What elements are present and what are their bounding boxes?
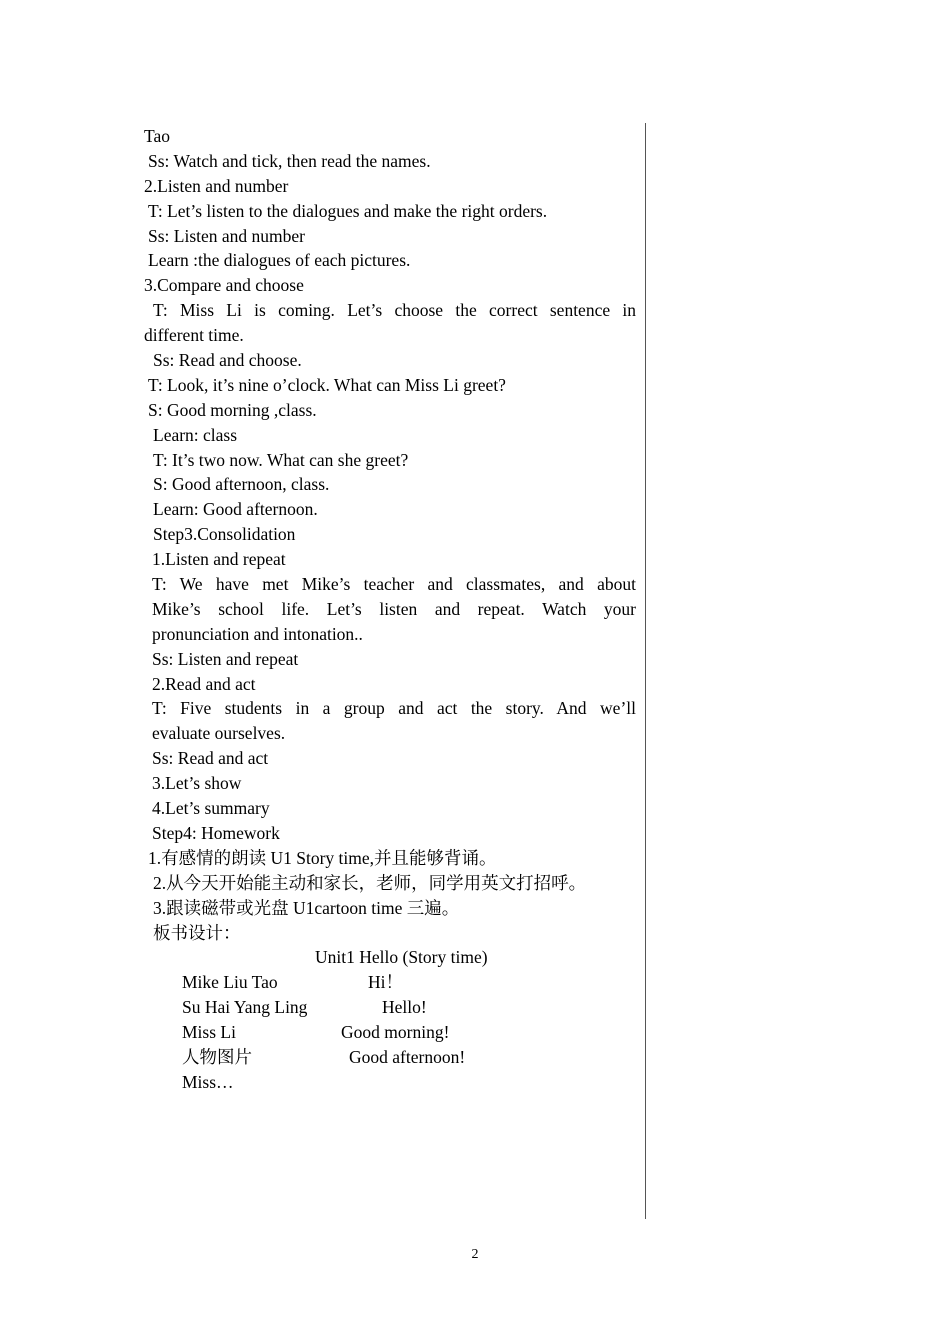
text-line: different time. (144, 325, 244, 346)
board-row (144, 970, 636, 995)
board-row-left: 人物图片 (182, 1046, 252, 1067)
text-line: Learn :the dialogues of each pictures. (148, 250, 411, 271)
section-heading: 2.Listen and number (144, 175, 289, 196)
board-title: Unit1 Hello (Story time) (315, 947, 488, 968)
board-row-right: Good morning! (341, 1022, 450, 1043)
text-line: Mike’s school life. Let’s listen and repeat. Watch your (152, 598, 636, 619)
text-line: Tao (144, 126, 170, 146)
text-line: Learn: class (153, 424, 238, 445)
section-heading: 3.Compare and choose (144, 275, 304, 296)
text-line: Ss: Listen and number (148, 225, 305, 246)
text-line: Ss: Watch and tick, then read the names. (148, 150, 431, 171)
board-row (144, 995, 636, 1020)
board-row-left: Miss Li (182, 1022, 236, 1043)
board-row-right: Hello! (382, 997, 427, 1018)
text-line: Ss: Read and act (152, 748, 269, 769)
text-line: T: We have met Mike’s teacher and classmates, and about (152, 574, 636, 595)
text-line: S: Good afternoon, class. (153, 474, 330, 495)
section-heading: 4.Let’s summary (152, 798, 270, 819)
board-row-left: Su Hai Yang Ling (182, 997, 308, 1018)
text-line: pronunciation and intonation.. (152, 623, 363, 644)
section-heading: 3.Let’s show (152, 773, 242, 794)
table-border-line (645, 123, 646, 1219)
homework-item: 1.有感情的朗读 U1 Story time,并且能够背诵。 (148, 847, 497, 868)
board-row-right: Good afternoon! (349, 1046, 466, 1067)
board-row-right: Hi！ (368, 972, 403, 993)
text-line: Ss: Read and choose. (153, 350, 302, 371)
board-row-left: Mike Liu Tao (182, 972, 278, 993)
board-design-heading: 板书设计： (153, 922, 241, 943)
text-line: T: Miss Li is coming. Let’s choose the correct sentence in (153, 300, 636, 321)
board-row (144, 1070, 636, 1095)
section-heading: 2.Read and act (152, 673, 256, 694)
text-line: T: It’s two now. What can she greet? (153, 449, 409, 470)
lesson-plan-text (144, 124, 636, 1095)
text-line: S: Good morning ,class. (148, 399, 317, 420)
text-line: Ss: Listen and repeat (152, 648, 299, 669)
text-line: Learn: Good afternoon. (153, 499, 318, 520)
section-heading: Step3.Consolidation (153, 524, 296, 545)
page-number: 2 (471, 1247, 479, 1262)
homework-item: 2.从今天开始能主动和家长，老师，同学用英文打招呼。 (153, 872, 587, 893)
board-row-left: Miss… (182, 1071, 234, 1092)
text-line: T: Look, it’s nine o’clock. What can Miss Li greet? (148, 374, 506, 395)
text-line: T: Let’s listen to the dialogues and make the right orders. (148, 200, 548, 221)
section-heading: Step4: Homework (152, 822, 280, 843)
board-row (144, 1045, 636, 1070)
text-line: T: Five students in a group and act the story. And we’ll (152, 698, 636, 719)
text-line: evaluate ourselves. (152, 723, 286, 744)
board-row (144, 1020, 636, 1045)
homework-item: 3.跟读磁带或光盘 U1cartoon time 三遍。 (153, 897, 460, 918)
section-heading: 1.Listen and repeat (152, 549, 286, 570)
